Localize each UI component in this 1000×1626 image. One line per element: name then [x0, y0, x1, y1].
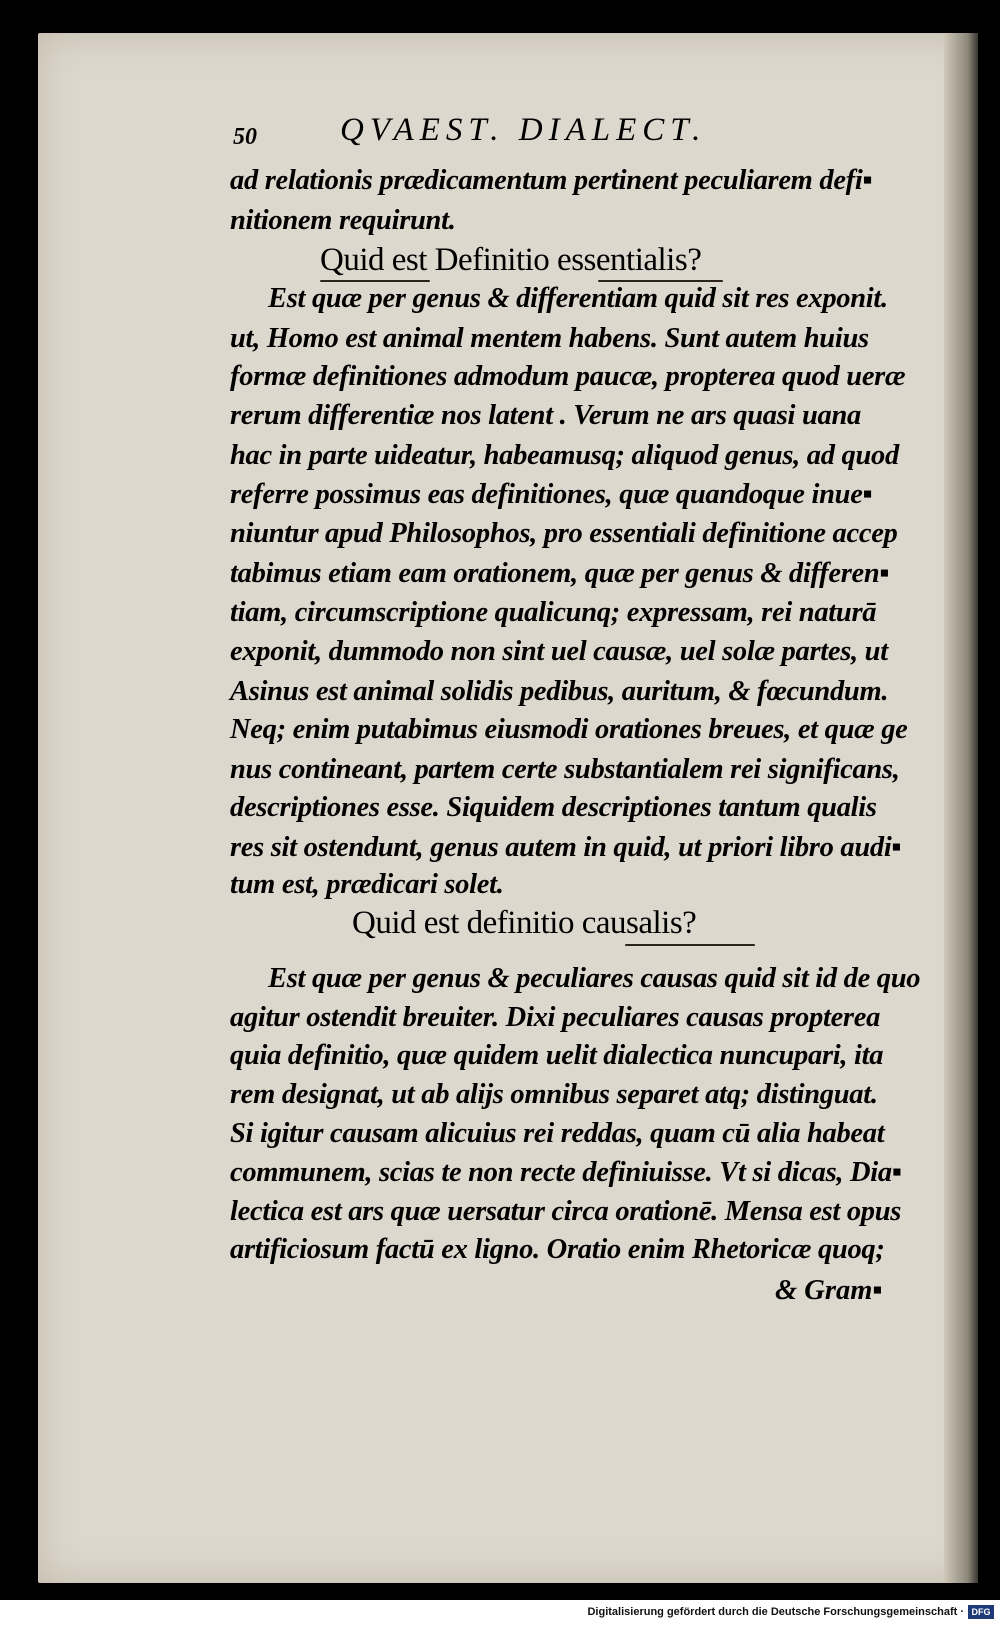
handwritten-underline — [625, 944, 755, 946]
text-line: formæ definitiones admodum paucæ, propterea quod ueræ — [230, 361, 906, 392]
text-line: Neq; enim putabimus eiusmodi orationes breues, et quæ ge — [230, 714, 908, 745]
text-line: Est quæ per genus & differentiam quid sit res exponit. — [268, 283, 888, 314]
text-line: niuntur apud Philosophos, pro essentiali definitione accep — [230, 518, 898, 549]
text-line: hac in parte uideatur, habeamusq; aliquod genus, ad quod — [230, 440, 899, 471]
section-heading: Quid est definitio causalis? — [352, 905, 697, 941]
text-line: res sit ostendunt, genus autem in quid, ut priori libro audi▪ — [230, 832, 902, 863]
dfg-logo: DFG — [968, 1605, 994, 1619]
text-line: tiam, circumscriptione qualicunq; expressam, rei naturā — [230, 597, 877, 628]
text-line: Est quæ per genus & peculiares causas quid sit id de quo — [268, 963, 921, 994]
section-heading: Quid est Definitio essentialis? — [320, 242, 702, 278]
text-line: exponit, dummodo non sint uel causæ, uel solæ partes, ut — [230, 636, 888, 667]
text-line: rerum differentiæ nos latent . Verum ne ars quasi uana — [230, 400, 861, 431]
running-title: QVAEST. DIALECT. — [340, 112, 707, 148]
text-line: nus contineant, partem certe substantialem rei significans, — [230, 754, 900, 785]
text-line: nitionem requirunt. — [230, 205, 456, 236]
text-line: tabimus etiam eam orationem, quæ per genus & differen▪ — [230, 558, 890, 589]
footer-bar — [0, 1600, 1000, 1626]
footer-credit: Digitalisierung gefördert durch die Deutsche Forschungsgemeinschaft · — [587, 1606, 964, 1618]
page-number: 50 — [233, 124, 257, 150]
text-line: ut, Homo est animal mentem habens. Sunt autem huius — [230, 323, 869, 354]
text-line: Asinus est animal solidis pedibus, auritum, & fœcundum. — [230, 676, 889, 707]
running-head — [205, 112, 925, 152]
text-line: descriptiones esse. Siquidem descriptiones tantum qualis — [230, 792, 877, 823]
text-line: Si igitur causam alicuius rei reddas, quam cū alia habeat — [230, 1118, 885, 1149]
text-line: ad relationis prædicamentum pertinent peculiarem defi▪ — [230, 165, 873, 196]
page-gutter-edge — [944, 33, 978, 1583]
text-line: agitur ostendit breuiter. Dixi peculiares causas propterea — [230, 1002, 881, 1033]
handwritten-underline — [320, 280, 430, 282]
text-line: lectica est ars quæ uersatur circa orationē. Mensa est opus — [230, 1196, 902, 1227]
text-line: referre possimus eas definitiones, quæ quandoque inue▪ — [230, 479, 873, 510]
text-line: rem designat, ut ab alijs omnibus separet atq; distinguat. — [230, 1079, 878, 1110]
catchword: & Gram▪ — [775, 1275, 883, 1306]
handwritten-underline — [598, 280, 723, 282]
text-line: tum est, prædicari solet. — [230, 869, 504, 900]
text-line: quia definitio, quæ quidem uelit dialectica nuncupari, ita — [230, 1040, 884, 1071]
text-line: artificiosum factū ex ligno. Oratio enim Rhetoricæ quoq; — [230, 1234, 885, 1265]
text-line: communem, scias te non recte definiuisse. Vt si dicas, Dia▪ — [230, 1157, 902, 1188]
